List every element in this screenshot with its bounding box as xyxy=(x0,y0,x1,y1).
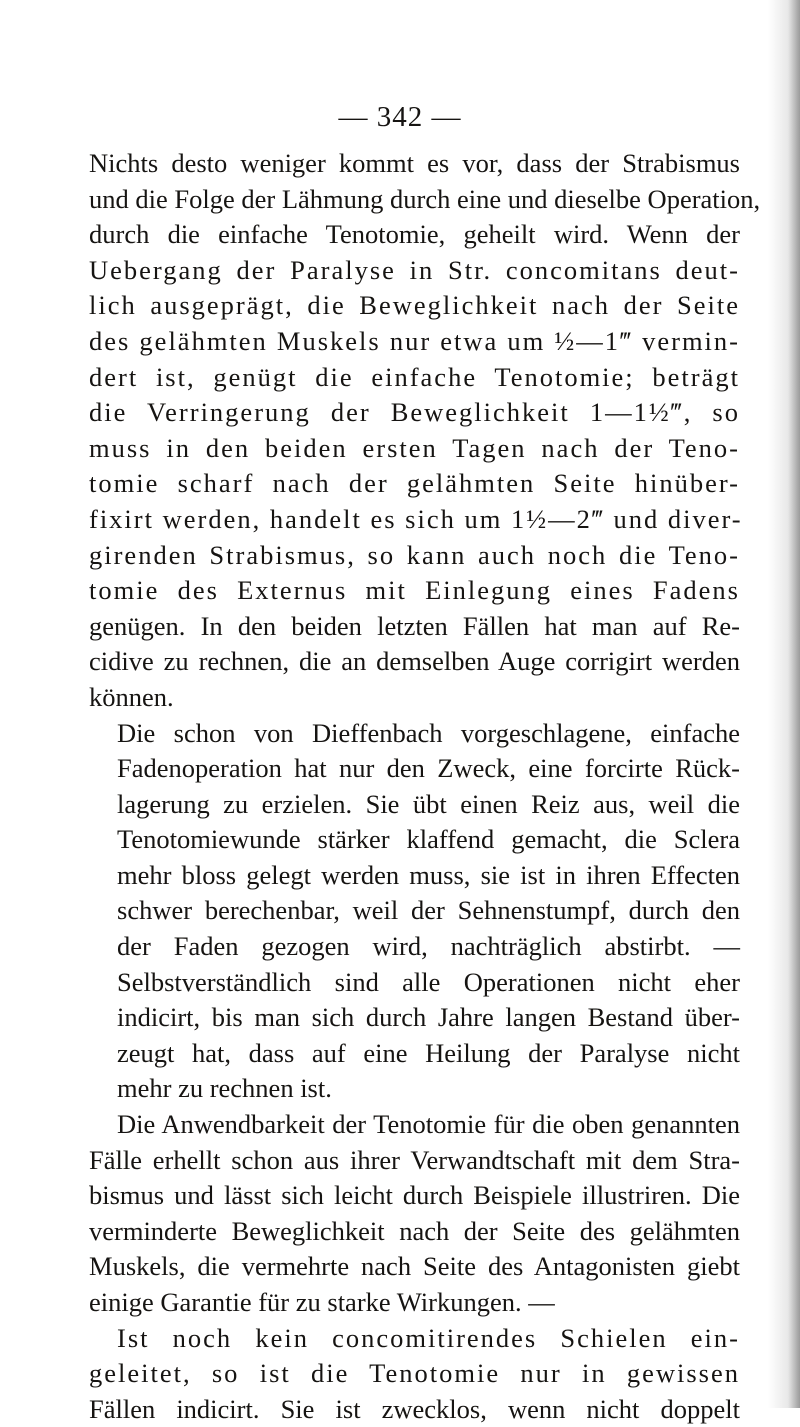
text-line: der Faden gezogen wird, nachträglich abstirbt. — xyxy=(117,931,740,962)
text-line: dert ist, genügt die einfache Tenotomie; beträgt xyxy=(89,361,740,392)
text-line: lich ausgeprägt, die Beweglichkeit nach der Seite xyxy=(89,290,740,321)
text-line: und die Folge der Lähmung durch eine und dieselbe Operation, xyxy=(89,183,761,214)
text-line: tomie des Externus mit Einlegung eines Fadens xyxy=(89,575,740,606)
text-line: lagerung zu erzielen. Sie übt einen Reiz aus, weil die xyxy=(117,788,740,819)
text-line: geleitet, so ist die Tenotomie nur in gewissen xyxy=(89,1358,740,1389)
text-line: schwer berechenbar, weil der Sehnenstumpf, durch den xyxy=(117,895,740,926)
text-line: Tenotomiewunde stärker klaffend gemacht, die Sclera xyxy=(117,824,740,855)
text-line: cidive zu rechnen, die an demselben Auge corrigirt werden xyxy=(89,646,740,677)
text-line: Uebergang der Paralyse in Str. concomitans deut- xyxy=(89,254,740,285)
text-line: tomie scharf nach der gelähmten Seite hinüber- xyxy=(89,468,740,499)
text-line: Selbstverständlich sind alle Operationen nicht eher xyxy=(117,966,740,997)
text-line: mehr zu rechnen ist. xyxy=(117,1073,332,1104)
text-line: Ist noch kein concomitirendes Schielen ein- xyxy=(117,1322,740,1353)
text-line: fixirt werden, handelt es sich um 1½—2‴ und diver- xyxy=(89,503,743,534)
text-line: genügen. In den beiden letzten Fällen hat man auf Re- xyxy=(89,610,740,641)
text-line: Fällen indicirt. Sie ist zwecklos, wenn nicht doppelt xyxy=(89,1393,740,1424)
text-line: die Verringerung der Beweglichkeit 1—1½‴, so xyxy=(89,397,740,428)
text-line: Nichts desto weniger kommt es vor, dass der Strabismus xyxy=(89,148,740,178)
text-line: indicirt, bis man sich durch Jahre langen Bestand über- xyxy=(117,1002,740,1033)
text-line: mehr bloss gelegt werden muss, sie ist in ihren Effecten xyxy=(117,859,740,890)
text-line: Fadenoperation hat nur den Zweck, eine forcirte Rück- xyxy=(117,753,740,784)
body-text xyxy=(89,146,761,1427)
text-line: einige Garantie für zu starke Wirkungen. — xyxy=(89,1287,555,1317)
text-line: können. xyxy=(89,681,174,712)
text-line: Die schon von Dieffenbach vorgeschlagene, einfache xyxy=(117,717,740,748)
text-line: girenden Strabismus, so kann auch noch die Teno- xyxy=(89,539,740,570)
text-line: Die Anwendbarkeit der Tenotomie für die oben genannten xyxy=(117,1109,740,1140)
text-line: bismus und lässt sich leicht durch Beispiele illustriren. Die xyxy=(89,1180,740,1211)
text-line: durch die einfache Tenotomie, geheilt wird. Wenn der xyxy=(89,219,740,250)
text-line: muss in den beiden ersten Tagen nach der Teno- xyxy=(89,432,740,463)
text-line: verminderte Beweglichkeit nach der Seite des gelähmten xyxy=(89,1215,740,1246)
text-line: zeugt hat, dass auf eine Heilung der Paralyse nicht xyxy=(117,1037,740,1068)
text-line: Fälle erhellt schon aus ihrer Verwandtschaft mit dem Stra- xyxy=(89,1144,740,1175)
text-line: Muskels, die vermehrte nach Seite des Antagonisten giebt xyxy=(89,1251,740,1282)
text-line: des gelähmten Muskels nur etwa um ½—1‴ vermin- xyxy=(89,325,740,356)
page-number: — 342 — xyxy=(338,101,462,133)
